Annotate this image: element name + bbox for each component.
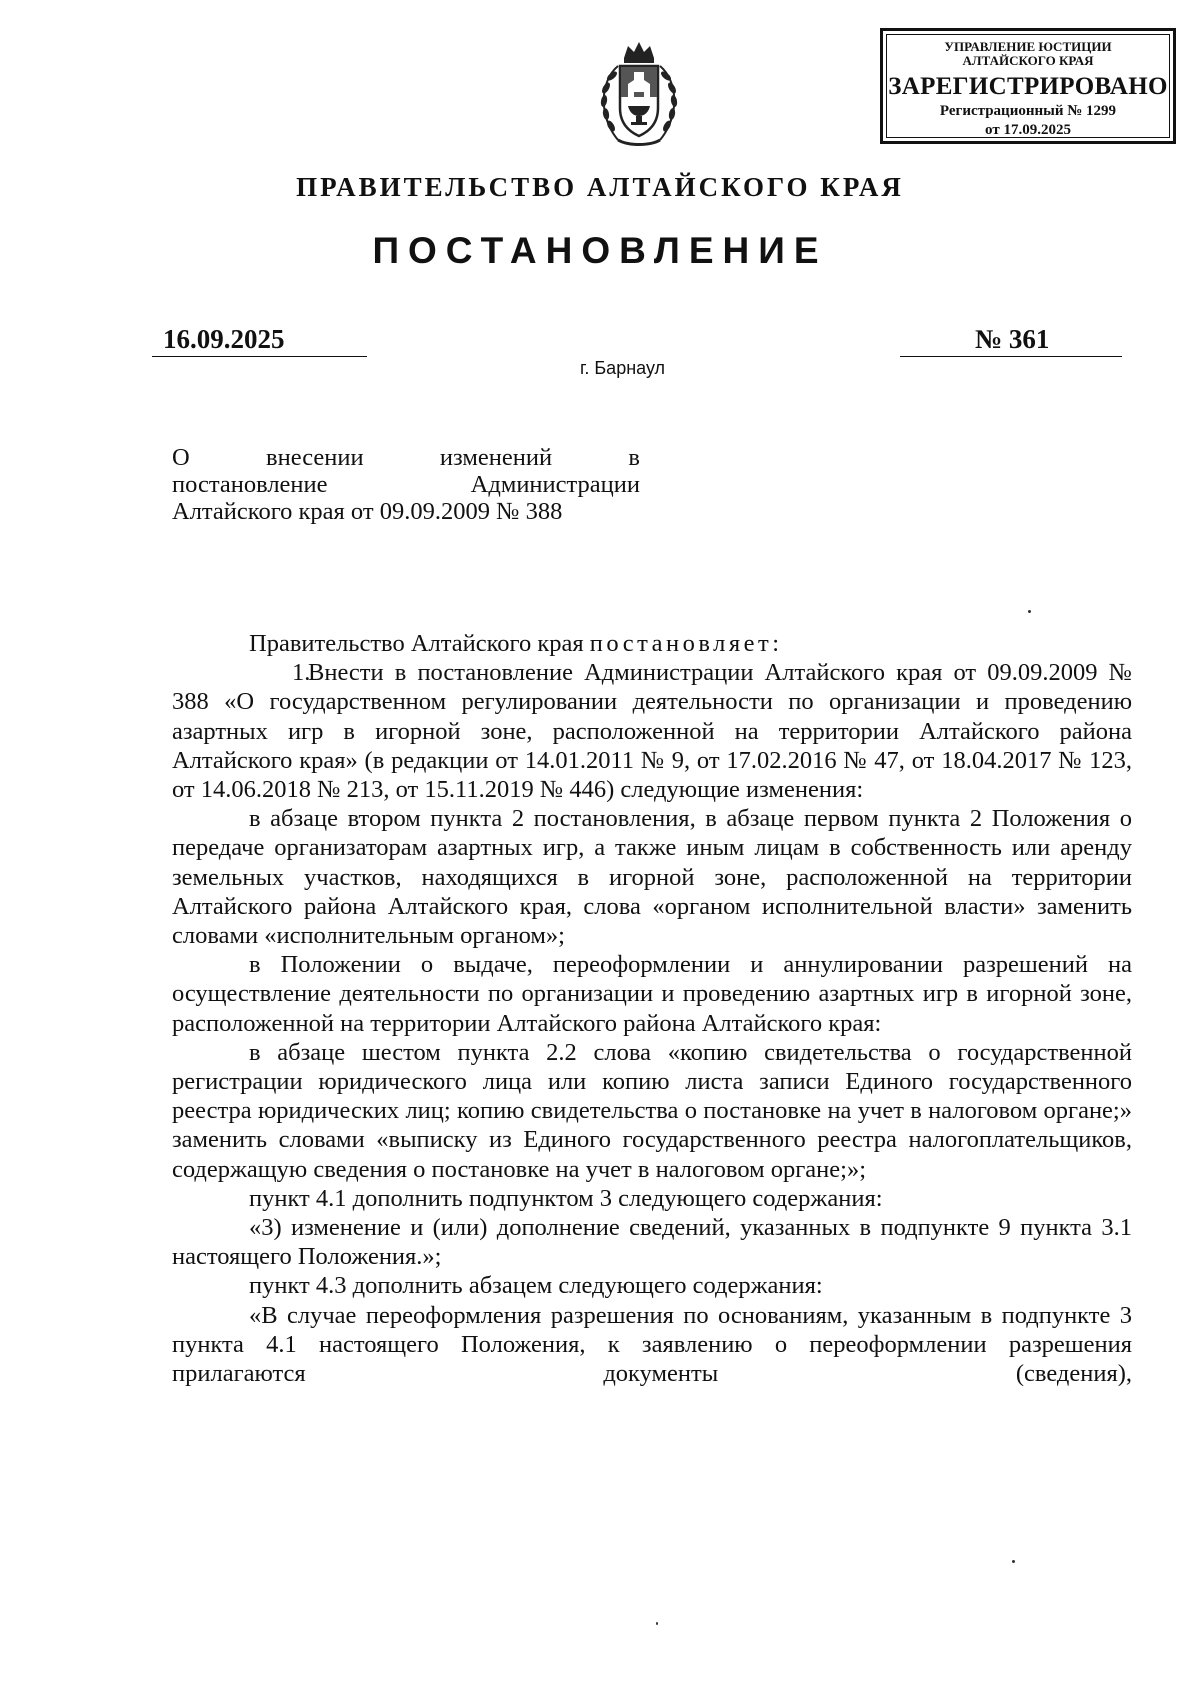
- intro-colon: :: [772, 630, 779, 657]
- stamp-registration-date: от 17.09.2025: [985, 122, 1071, 138]
- item-1-text: Внести в постановление Администрации Алтайского края от 09.09.2009 № 388 «О государственном регулировании деятельности по организации и проведению азартных игр в игорной зоне, расположенной на территории Алтайского района Алтайского края» (в редакции от 14.01.2011 № 9, от 17.02.2016 № 47, от 18.04.2017 № 123, от 14.06.2018 № 213, от 15.11.2019 № 446) следующие изменения:: [172, 659, 1132, 804]
- number-underline: [900, 356, 1122, 357]
- intro-text: Правительство Алтайского края: [249, 630, 590, 657]
- coat-of-arms-icon: [588, 36, 690, 152]
- item-1-number: 1.: [292, 659, 311, 687]
- document-body: [172, 629, 1132, 1388]
- paragraph-8: «В случае переоформления разрешения по основаниям, указанным в подпункте 3 пункта 4.1 настоящего Положения, к заявлению о переоформлении разрешения прилагаются документы (сведения),: [172, 1301, 1132, 1388]
- subject-line-1: О внесении изменений в: [172, 444, 640, 471]
- scan-speck: [1012, 1560, 1015, 1563]
- government-title: ПРАВИТЕЛЬСТВО АЛТАЙСКОГО КРАЯ: [296, 172, 904, 202]
- document-subject: [172, 444, 640, 525]
- intro-paragraph: [172, 629, 1132, 658]
- document-city: г. Барнаул: [580, 358, 666, 378]
- stamp-inner-frame: [886, 34, 1170, 138]
- subject-line-3: Алтайского края от 09.09.2009 № 388: [172, 498, 563, 525]
- document-date: 16.09.2025: [163, 324, 285, 354]
- subject-line-2: постановление Администрации: [172, 471, 640, 498]
- paragraph-6: «3) изменение и (или) дополнение сведений, указанных в подпункте 9 пункта 3.1 настоящего Положения.»;: [172, 1214, 1132, 1271]
- scan-speck: [656, 1622, 658, 1625]
- scan-speck: [1028, 610, 1031, 613]
- document-number: № 361: [975, 324, 1050, 354]
- document-type-title: ПОСТАНОВЛЕНИЕ: [372, 230, 828, 271]
- paragraph-2: в абзаце втором пункта 2 постановления, в абзаце первом пункта 2 Положения о передаче организаторам азартных игр, а также иным лицам в собственность или аренду земельных участков, находящихся в игорной зоне, расположенной на территории Алтайского района Алтайского края, слова «органом исполнительной власти» заменить словами «исполнительным органом»;: [172, 805, 1132, 950]
- stamp-authority-line2: АЛТАЙСКОГО КРАЯ: [962, 53, 1094, 68]
- stamp-registration-number: Регистрационный № 1299: [939, 103, 1117, 119]
- stamp-authority-line1: УПРАВЛЕНИЕ ЮСТИЦИИ: [944, 39, 1112, 54]
- intro-spaced-verb: постановляет: [589, 630, 773, 657]
- item-1-paragraph: [172, 658, 1132, 804]
- paragraph-7: пункт 4.3 дополнить абзацем следующего содержания:: [249, 1272, 823, 1300]
- paragraph-5: пункт 4.1 дополнить подпунктом 3 следующего содержания:: [249, 1184, 883, 1212]
- date-underline: [152, 356, 367, 357]
- registration-stamp: [880, 28, 1176, 144]
- paragraph-4: в абзаце шестом пункта 2.2 слова «копию свидетельства о государственной регистрации юридического лица или копию листа записи Единого государственного реестра юридических лиц; копию свидетельства о постановке на учет в налоговом органе;» заменить словами «выписку из Единого государственного реестра налогоплательщиков, содержащую сведения о постановке на учет в налоговом органе;»;: [172, 1038, 1132, 1183]
- stamp-registered: ЗАРЕГИСТРИРОВАНО: [888, 73, 1168, 100]
- paragraph-3: в Положении о выдаче, переоформлении и аннулировании разрешений на осуществление деятельности по организации и проведению азартных игр в игорной зоне, расположенной на территории Алтайского района Алтайского края:: [172, 951, 1132, 1037]
